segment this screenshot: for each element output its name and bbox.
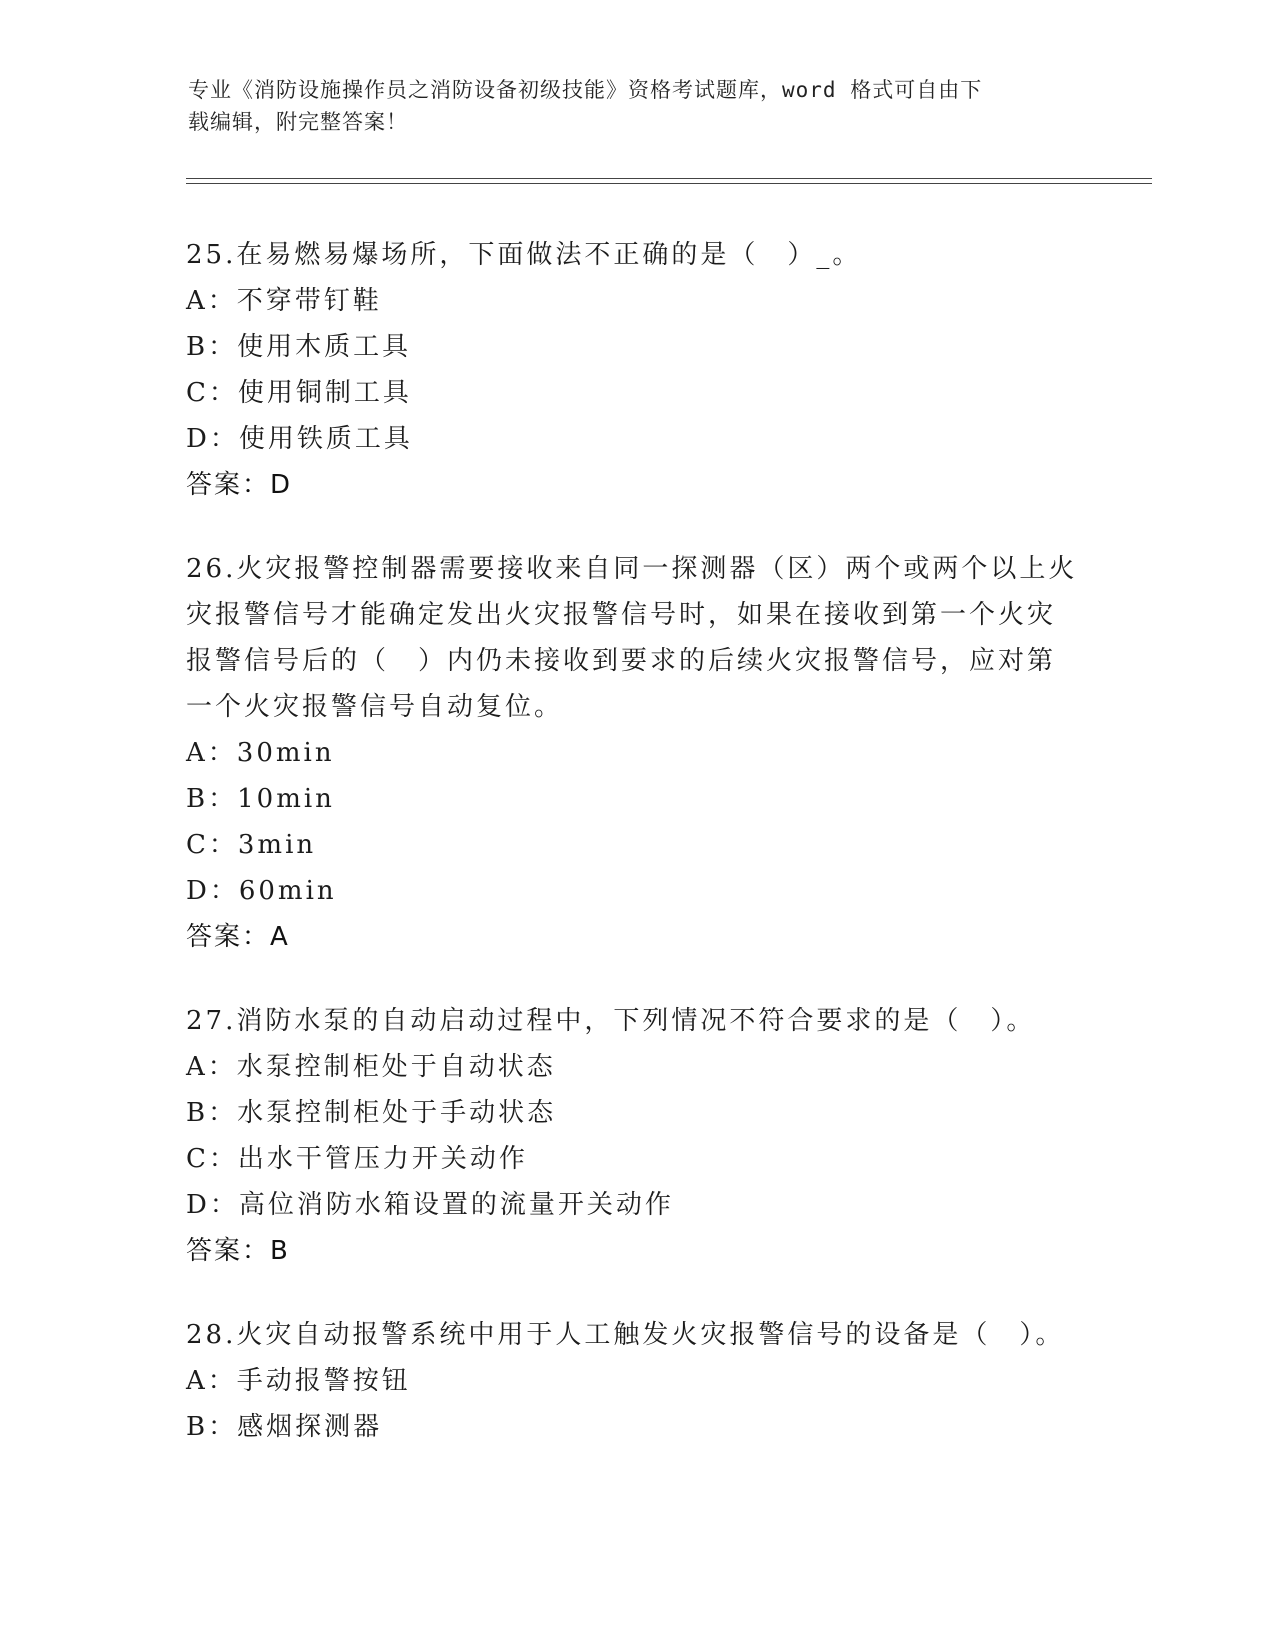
option-b: B：感烟探测器 xyxy=(186,1412,383,1442)
question-stem-line: 灾报警信号才能确定发出火灾报警信号时，如果在接收到第一个火灾 xyxy=(186,600,1057,630)
option-a: A：手动报警按钮 xyxy=(186,1366,411,1396)
question-stem-line: 28.火灾自动报警系统中用于人工触发火灾报警信号的设备是（ ）。 xyxy=(186,1320,1065,1350)
option-c: C：使用铜制工具 xyxy=(186,378,412,408)
option-a: A：不穿带钉鞋 xyxy=(186,286,382,316)
answer-line: 答案：D xyxy=(186,470,293,500)
option-d: D：高位消防水箱设置的流量开关动作 xyxy=(186,1190,674,1220)
header-line-2: 载编辑，附完整答案！ xyxy=(188,110,408,134)
question-27 xyxy=(186,998,1086,1274)
answer-line: 答案：A xyxy=(186,922,290,952)
header-line-1: 专业《消防设施操作员之消防设备初级技能》资格考试题库，word 格式可自由下 xyxy=(188,78,983,102)
option-b: B：使用木质工具 xyxy=(186,332,412,362)
option-a: A：30min xyxy=(186,738,335,768)
question-25 xyxy=(186,232,1086,508)
question-stem-line: 报警信号后的（ ）内仍未接收到要求的后续火灾报警信号，应对第 xyxy=(186,646,1057,676)
question-28 xyxy=(186,1312,1086,1450)
option-d: D：60min xyxy=(186,876,337,906)
question-stem-line: 一个火灾报警信号自动复位。 xyxy=(186,692,564,722)
option-c: C：出水干管压力开关动作 xyxy=(186,1144,528,1174)
question-stem-line: 25.在易燃易爆场所，下面做法不正确的是（ ）_。 xyxy=(186,240,862,270)
question-stem-line: 27.消防水泵的自动启动过程中，下列情况不符合要求的是（ ）。 xyxy=(186,1006,1036,1036)
question-26 xyxy=(186,546,1086,960)
option-d: D：使用铁质工具 xyxy=(186,424,413,454)
header-divider xyxy=(186,178,1152,184)
document-header xyxy=(188,74,1068,138)
option-c: C：3min xyxy=(186,830,317,860)
answer-line: 答案：B xyxy=(186,1236,290,1266)
question-list xyxy=(186,232,1086,1488)
question-stem-line: 26.火灾报警控制器需要接收来自同一探测器（区）两个或两个以上火 xyxy=(186,554,1078,584)
option-a: A：水泵控制柜处于自动状态 xyxy=(186,1052,556,1082)
option-b: B：水泵控制柜处于手动状态 xyxy=(186,1098,557,1128)
option-b: B：10min xyxy=(186,784,335,814)
